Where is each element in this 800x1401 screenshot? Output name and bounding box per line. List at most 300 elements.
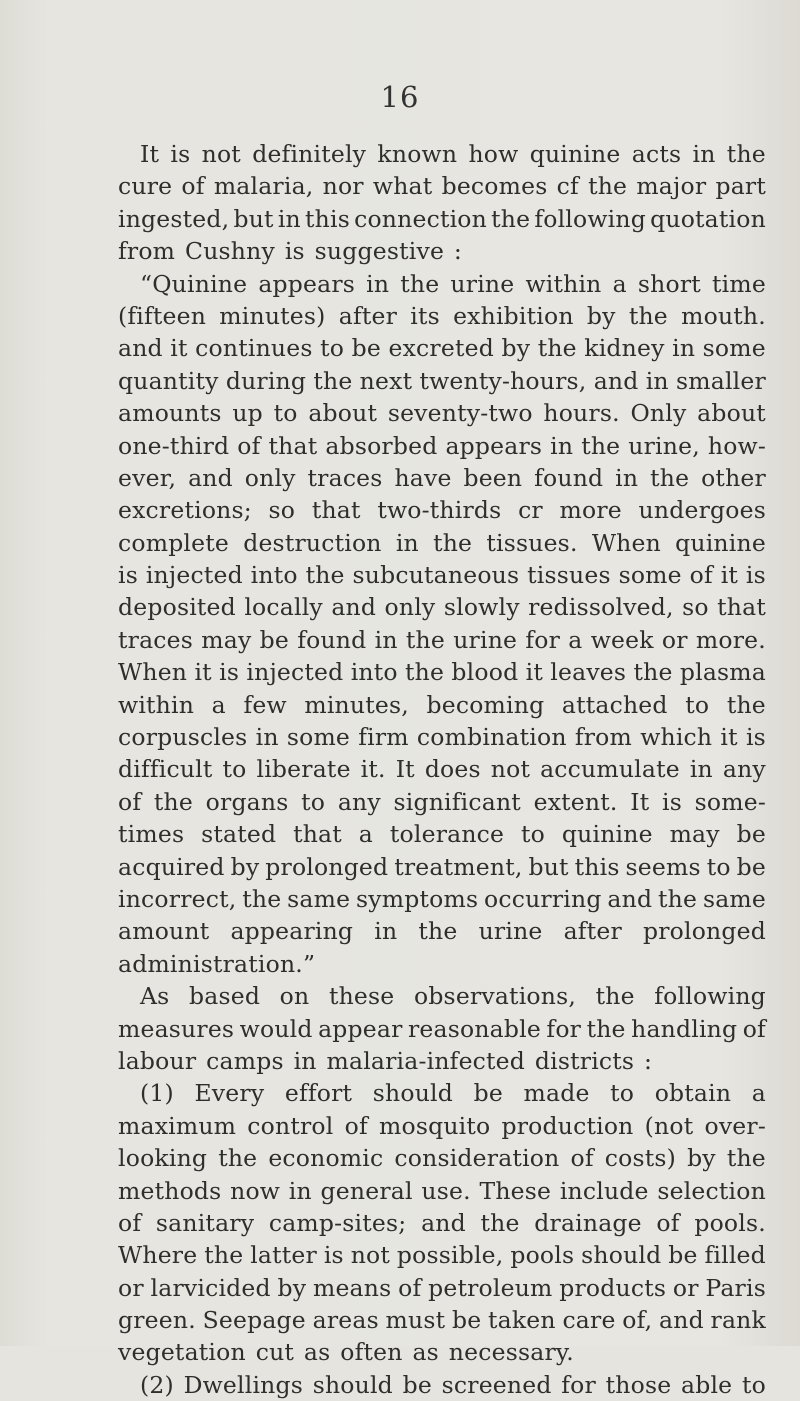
word: connection [354,204,487,233]
word: it. [360,755,386,784]
text-line [118,559,766,591]
word: this [574,852,620,881]
word: minutes, [304,690,409,719]
word: Every [194,1079,265,1108]
word: into [350,658,398,687]
word: quinine [529,140,621,168]
word: urine [450,269,515,298]
text-line [118,915,766,947]
text-line [118,851,766,883]
text-line [118,138,766,170]
word: be [351,334,381,363]
word: undergoes [638,496,766,525]
word: minutes) [219,301,326,330]
word: part [715,172,766,201]
word: the [595,982,635,1011]
word: is [662,787,682,816]
word: some [618,561,682,590]
word: that [717,593,766,622]
text-line [118,1272,766,1304]
word: quantity [118,366,219,395]
word: definitely [252,140,367,168]
text-line [118,462,766,494]
word: it [720,561,739,590]
word: and [659,1306,704,1335]
word: other [701,463,766,492]
word: in [366,269,390,298]
word: of [570,1144,594,1173]
word: by [501,334,531,363]
word: up [232,399,263,428]
word: the [633,658,673,687]
word: of [118,787,142,816]
text-line [118,300,766,332]
word: include [559,1176,649,1205]
word: blood [451,658,519,687]
word: becoming [426,690,545,719]
word: the [588,172,628,201]
word: effort [284,1079,353,1108]
word: a [358,820,374,849]
word: control [247,1111,334,1140]
word: of [344,1111,368,1140]
word: acts [631,140,682,168]
text-line [118,1304,766,1336]
body-text [118,138,766,1401]
text-line [118,1142,766,1174]
word: known [377,140,458,168]
word: to [741,1370,766,1399]
word: amount [118,917,210,946]
word: occurring [484,884,602,913]
word: green. [118,1306,196,1335]
word: corpuscles [118,723,248,752]
word: in [374,917,398,946]
word: able [681,1370,733,1399]
word: mosquito [378,1111,491,1140]
word: in [395,528,419,557]
word: its [410,301,440,330]
word: tolerance [389,820,505,849]
word: difficult [118,755,213,784]
word: short [637,269,701,298]
word: quotation [650,204,766,233]
word: pools [510,1241,575,1270]
word: some- [694,787,766,816]
word: is [323,1241,344,1270]
word: the [726,690,766,719]
word: Seepage [202,1306,306,1335]
word: the [242,884,282,913]
word: that [311,496,361,525]
word: urine, [628,431,700,460]
text-line [118,235,766,267]
word: the [433,528,473,557]
word: : [453,237,463,266]
word: It [140,140,160,168]
word: maximum [118,1111,237,1140]
word: must [385,1306,446,1335]
word: quinine [675,528,766,557]
word: handling [631,1014,738,1043]
word: it [525,658,543,687]
word: (not [644,1111,694,1140]
word: in [692,140,716,168]
text-line [118,818,766,850]
word: the [480,1208,520,1237]
text-line [118,1077,766,1109]
word: possible, [396,1241,504,1270]
word: of [689,561,713,590]
word: symptoms [356,884,479,913]
text-line [118,203,766,235]
word: should [312,1370,393,1399]
word: does [424,755,481,784]
word: any [337,787,381,816]
word: appearing [230,917,354,946]
word: As [140,982,170,1011]
word: firm [358,723,409,752]
word: but [528,852,569,881]
word: hours. [543,399,620,428]
word: of [742,1014,766,1043]
word: in [615,463,639,492]
word: sanitary [155,1208,255,1237]
word: appears [258,269,356,298]
word: leaves [550,658,627,687]
word: the [726,140,766,168]
word: kidney [584,334,665,363]
word: looking [118,1144,208,1173]
word: time [711,269,766,298]
word: in [293,1046,317,1075]
word: the [537,334,577,363]
word: how [468,140,519,168]
word: or [672,1273,699,1302]
word: a [568,625,583,654]
word: prolonged [265,852,389,881]
word: and [331,593,377,622]
word: the [650,463,690,492]
word: this [305,204,350,233]
word: care [562,1306,616,1335]
word: is [284,237,305,266]
word: It [395,755,415,784]
word: from [574,723,633,752]
word: slowly [443,593,520,622]
word: stated [201,820,277,849]
word: excretions; [118,496,252,525]
word: traces [307,463,383,492]
word: general [320,1176,413,1205]
word: found [534,463,604,492]
word: methods [118,1176,222,1205]
word: the [726,1144,766,1173]
word: for [546,1014,582,1043]
word: a [211,690,226,719]
word: camp-sites; [268,1208,407,1237]
word: found [297,625,367,654]
word: locally [244,593,323,622]
word: seems [625,852,701,881]
word: measures [118,1014,235,1043]
word: cf [556,172,579,201]
word: been [463,463,523,492]
word: in [374,625,398,654]
word: for [525,625,561,654]
word: the [204,1241,244,1270]
word: tissues [527,561,611,590]
text-line [118,332,766,364]
word: the [586,1014,626,1043]
text-line [118,883,766,915]
word: the [658,884,698,913]
word: costs) [604,1144,677,1173]
word: suggestive [314,237,445,266]
word: the [218,1144,258,1173]
word: consideration [394,1144,560,1173]
word: have [394,463,452,492]
word: so [682,593,709,622]
word: “Quinine [140,269,248,298]
word: filled [704,1241,766,1270]
word: malaria, [213,172,314,201]
word: of [656,1208,680,1237]
text-line [118,656,766,688]
word: incorrect, [118,884,237,913]
word: and [118,334,163,363]
word: may [669,820,720,849]
word: but [233,204,274,233]
word: petroleum [428,1273,553,1302]
word: absorbed [325,431,438,460]
word: tissues. [486,528,578,557]
word: as [303,1338,331,1367]
word: liberate [256,755,351,784]
text-line [118,591,766,623]
word: complete [118,528,230,557]
word: be [736,852,766,881]
word: These [479,1176,552,1205]
word: on [279,982,310,1011]
word: be [451,1306,482,1335]
word: necessary. [448,1338,574,1367]
word: by [687,1144,716,1173]
word: and [421,1208,466,1237]
word: about [697,399,766,428]
word: to [320,334,345,363]
word: the [581,431,621,460]
word: by [230,852,260,881]
word: to [685,690,710,719]
text-line [118,786,766,818]
word: the [153,787,193,816]
word: the [400,269,440,298]
word: cr [518,496,543,525]
word: within [525,269,602,298]
text-line [118,365,766,397]
word: few [243,690,287,719]
word: in [672,334,696,363]
word: larvicided [150,1273,271,1302]
word: of [398,1273,422,1302]
word: the [418,917,458,946]
word: observations, [413,982,577,1011]
word: malaria-infected [326,1046,526,1075]
word: accumulate [540,755,680,784]
word: may [201,625,252,654]
word: appears [445,431,543,460]
word: into [250,561,298,590]
text-line [118,170,766,202]
word: a [751,1079,766,1108]
word: or [661,625,688,654]
word: in [288,1176,312,1205]
word: now [230,1176,281,1205]
page-number: 16 [380,80,420,114]
word: Only [630,399,687,428]
word: in [689,755,713,784]
word: districts [534,1046,635,1075]
word: (2) [140,1370,174,1399]
word: and [593,366,639,395]
word: products [559,1273,667,1302]
word: means [312,1273,392,1302]
word: camps [206,1046,284,1075]
word: attached [561,690,668,719]
word: same [287,884,351,913]
word: Paris [705,1273,766,1302]
text-line [118,1110,766,1142]
word: is [745,723,766,752]
word: not [350,1241,391,1270]
word: in [277,204,301,233]
text-line [118,1239,766,1271]
text-line [118,268,766,300]
word: often [340,1338,403,1367]
text-line [118,397,766,429]
text-line [118,1336,766,1368]
word: extent. [533,787,618,816]
word: about [308,399,378,428]
text-line [118,689,766,721]
word: economic [268,1144,384,1173]
word: or [118,1273,144,1302]
word: same [702,884,766,913]
word: the [405,658,445,687]
word: major [636,172,707,201]
word: in [255,723,279,752]
word: Dwellings [183,1370,304,1399]
word: within [118,690,195,719]
word: is [745,561,766,590]
word: of [118,1208,142,1237]
word: that [293,820,342,849]
word: subcutaneous [352,561,520,590]
word: be [668,1241,698,1270]
word: made [523,1079,590,1108]
word: injected [246,658,344,687]
word: a [612,269,627,298]
word: urine [478,917,543,946]
word: traces [118,625,194,654]
word: significant [393,787,521,816]
word: some [286,723,351,752]
word: labour [118,1046,197,1075]
word: deposited [118,593,236,622]
text-line [118,721,766,753]
word: smaller [676,366,766,395]
word: what [372,172,433,201]
word: urine [453,625,518,654]
word: plasma [679,658,766,687]
word: : [644,1046,653,1075]
word: only [244,463,296,492]
text-line [118,1175,766,1207]
word: excreted [388,334,494,363]
word: would [239,1014,313,1043]
word: times [118,820,185,849]
word: after [338,301,398,330]
word: redissolved, [528,593,674,622]
word: is [170,140,191,168]
word: When [591,528,661,557]
word: be [473,1079,503,1108]
word: twenty-hours, [419,366,587,395]
word: selection [657,1176,766,1205]
word: appear [318,1014,403,1043]
word: next [359,366,413,395]
word: exhibition [453,301,574,330]
word: Cushny [185,237,275,266]
word: organs [205,787,289,816]
word: to [521,820,546,849]
word: more [559,496,622,525]
word: of, [622,1306,653,1335]
word: which [640,723,713,752]
word: is [118,561,138,590]
word: mouth. [681,301,766,330]
word: in [550,431,574,460]
word: as [412,1338,439,1367]
word: injected [145,561,243,590]
word: only [384,593,436,622]
word: taken [488,1306,556,1335]
word: to [610,1079,635,1108]
word: those [605,1370,672,1399]
word: be [736,820,766,849]
text-line [118,527,766,559]
word: (1) [140,1079,174,1108]
word: any [722,755,766,784]
word: after [563,917,622,946]
word: two-thirds [377,496,502,525]
word: following [534,204,646,233]
word: to [301,787,326,816]
word: it [720,723,738,752]
word: it [170,334,188,363]
word: reasonable [407,1014,541,1043]
word: over- [704,1111,766,1140]
word: destruction [243,528,382,557]
word: should [581,1241,662,1270]
word: screened [441,1370,552,1399]
text-line [118,1369,766,1401]
word: use. [421,1176,471,1205]
word: following [654,982,766,1011]
word: not [201,140,241,168]
word: becomes [441,172,548,201]
